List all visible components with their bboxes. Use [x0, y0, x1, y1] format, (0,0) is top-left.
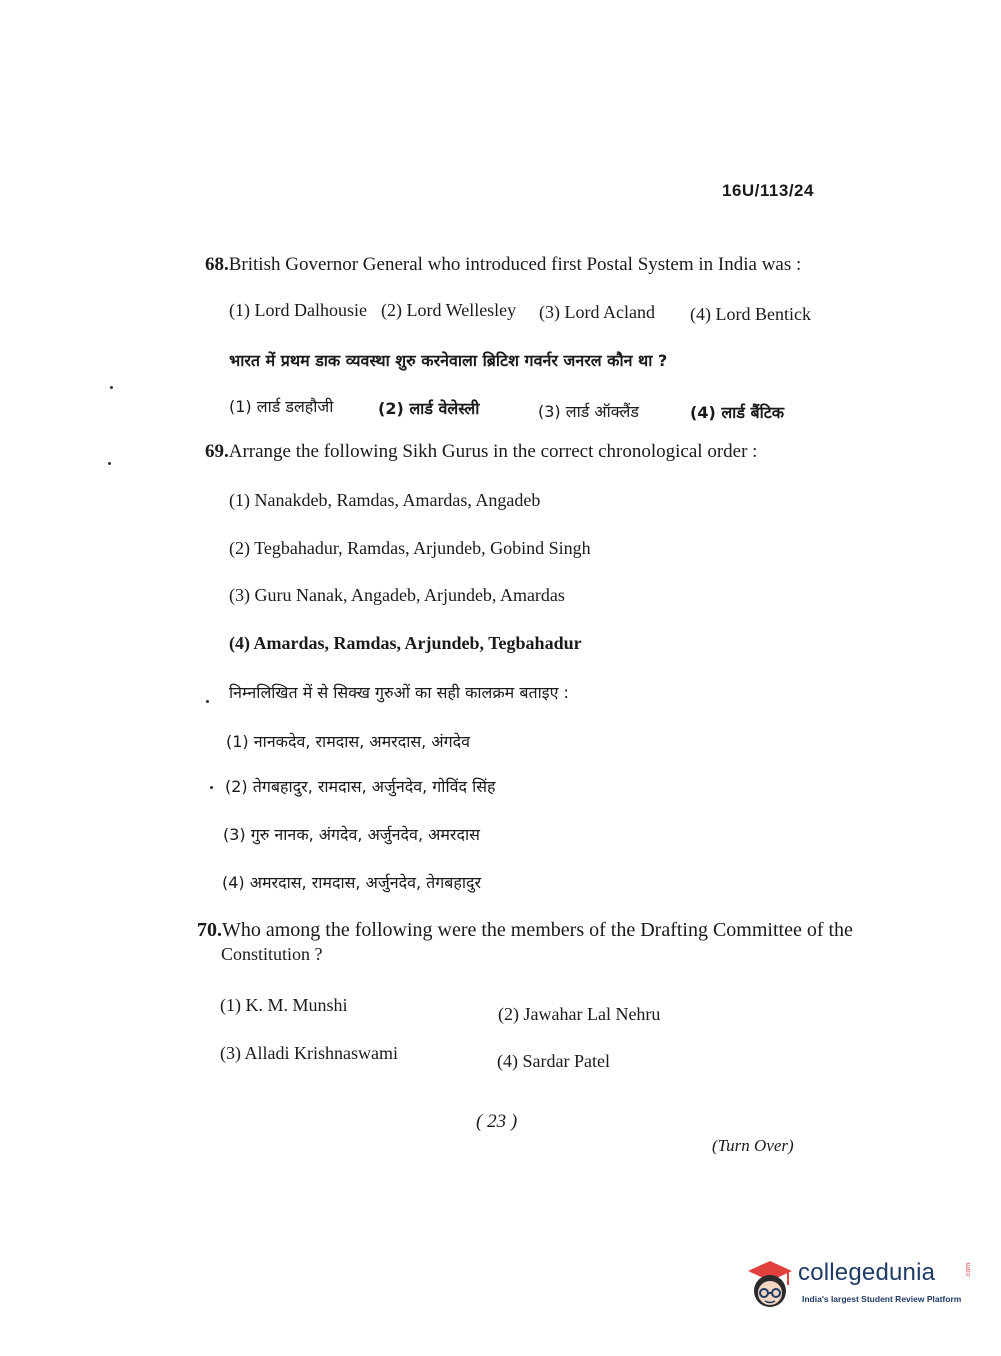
q69-option-2: (2) Tegbahadur, Ramdas, Arjundeb, Gobind Singh [229, 538, 591, 558]
q69-hindi-option-1: (1) नानकदेव, रामदास, अमरदास, अंगदेव [226, 732, 470, 751]
q68-option-2: (2) Lord Wellesley [381, 300, 517, 320]
q68-hindi-option-3: (3) लार्ड ऑक्लैंड [538, 402, 639, 421]
scan-speck [206, 700, 209, 703]
question-number: 69. [205, 441, 229, 462]
q69-hindi-option-4: (4) अमरदास, रामदास, अर्जुनदेव, तेगबहादुर [222, 873, 482, 892]
scan-speck [110, 386, 113, 389]
scan-speck [108, 462, 111, 465]
q70-option-2: (2) Jawahar Lal Nehru [498, 1004, 661, 1024]
q69-hindi-option-3: (3) गुरु नानक, अंगदेव, अर्जुनदेव, अमरदास [223, 825, 480, 844]
page-number: ( 23 ) [476, 1111, 518, 1132]
scan-speck [210, 786, 213, 789]
question-70 [197, 919, 853, 942]
brand-tagline: India's largest Student Review Platform [802, 1294, 962, 1304]
q69-hindi-text: निम्नलिखित में से सिक्ख गुरुओं का सही कालक्रम बताइए : [229, 683, 569, 702]
brand-name: collegedunia [798, 1259, 936, 1286]
q68-option-1: (1) Lord Dalhousie [229, 300, 367, 320]
q69-option-4: (4) Amardas, Ramdas, Arjundeb, Tegbahadur [229, 633, 582, 653]
question-text: Arrange the following Sikh Gurus in the correct chronological order : [228, 441, 758, 462]
q69-hindi-option-2: (2) तेगबहादुर, रामदास, अर्जुनदेव, गोविंद सिंह [225, 777, 496, 796]
q70-text-line-2: Constitution ? [221, 944, 323, 964]
question-68 [205, 254, 801, 276]
question-text: British Governor General who introduced first Postal System in India was : [228, 254, 802, 275]
question-69 [205, 441, 757, 463]
q68-hindi-option-4: (4) लार्ड बैंटिक [690, 403, 785, 422]
q68-option-3: (3) Lord Acland [539, 302, 655, 322]
turn-over-note: (Turn Over) [712, 1136, 794, 1155]
question-number: 70. [197, 919, 222, 941]
q70-option-1: (1) K. M. Munshi [220, 995, 348, 1015]
q68-hindi-option-2: (2) लार्ड वेलेस्ली [378, 399, 480, 418]
q68-option-4: (4) Lord Bentick [690, 304, 811, 324]
q68-hindi-text: भारत में प्रथम डाक व्यवस्था शुरु करनेवाला ब्रिटिश गवर्नर जनरल कौन था ? [229, 351, 668, 370]
q69-option-1: (1) Nanakdeb, Ramdas, Amardas, Angadeb [229, 490, 541, 510]
question-text: Who among the following were the members of the Drafting Committee of the [222, 919, 853, 941]
q70-option-4: (4) Sardar Patel [497, 1051, 610, 1071]
q70-option-3: (3) Alladi Krishnaswami [220, 1043, 398, 1063]
q68-hindi-option-1: (1) लार्ड डलहौजी [229, 397, 334, 416]
question-number: 68. [205, 254, 229, 275]
graduate-mascot-icon [742, 1255, 798, 1311]
brand-domain: .com [965, 1262, 973, 1279]
q69-option-3: (3) Guru Nanak, Angadeb, Arjundeb, Amardas [229, 585, 565, 605]
collegedunia-watermark [742, 1255, 972, 1315]
paper-code: 16U/113/24 [722, 181, 814, 200]
